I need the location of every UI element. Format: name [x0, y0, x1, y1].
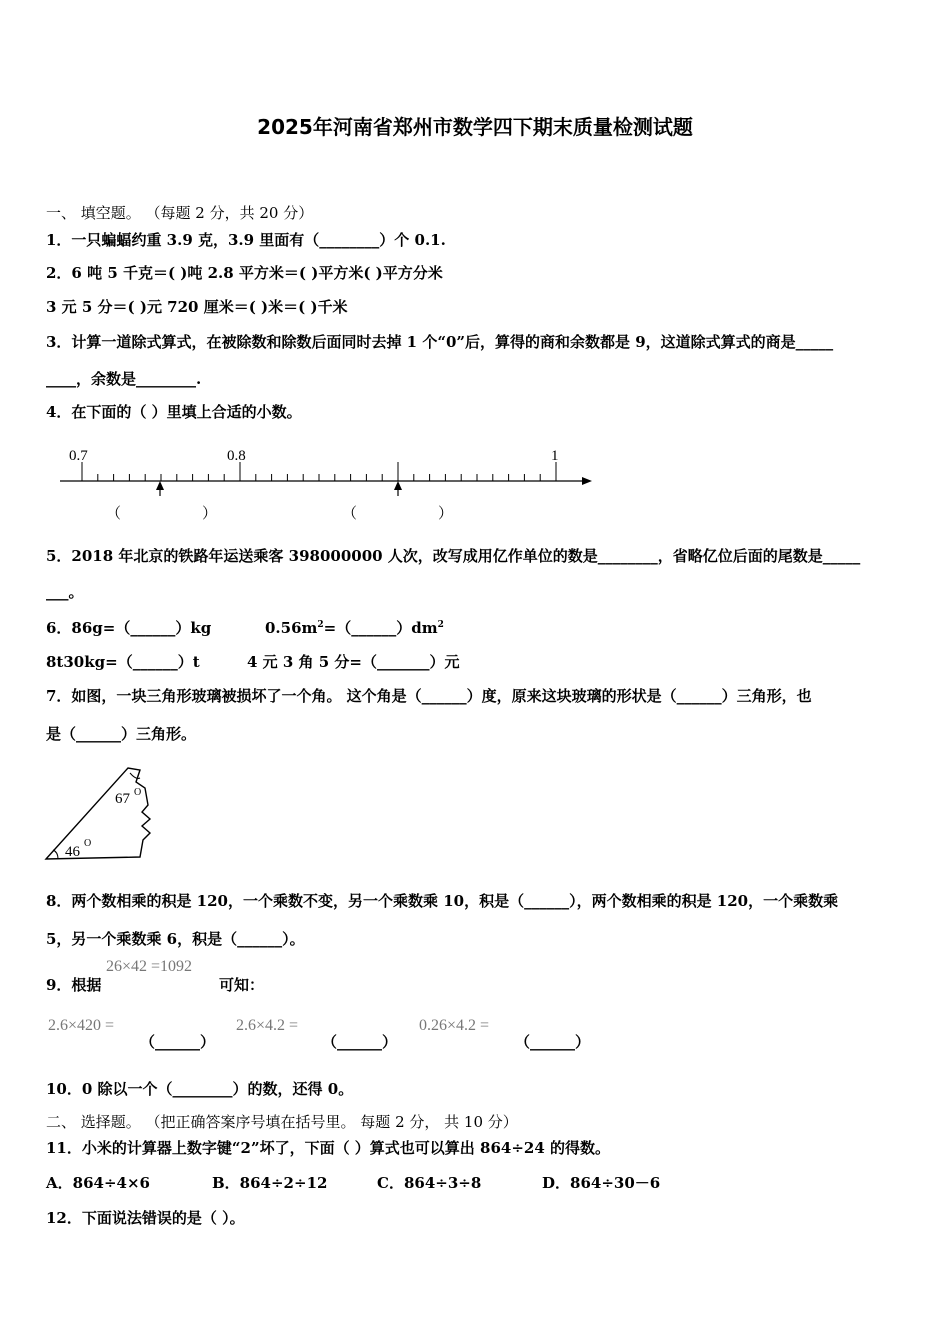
- section-heading-1: 一、 填空题。 （每题 2 分，共 20 分）: [46, 204, 314, 222]
- number-line-figure: [52, 440, 602, 530]
- q9-expr-1: 2.6×420 =: [48, 1017, 115, 1034]
- q6-area-blank: =（______）dm: [323, 619, 438, 637]
- tick-label-1: 1: [551, 448, 559, 464]
- tick-label-0.7: 0.7: [69, 448, 88, 464]
- q9-blank-1: （______）: [140, 1033, 216, 1051]
- page-title: 2025年河南省郑州市数学四下期末质量检测试题: [257, 115, 693, 139]
- question-2-line-1: 2．6 吨 5 千克＝( )吨 2.8 平方米＝( )平方米( )平方分米: [46, 264, 443, 282]
- section-heading-2: 二、 选择题。 （把正确答案序号填在括号里。 每题 2 分， 共 10 分）: [46, 1113, 518, 1131]
- q11-choice-b: B．864÷2÷12: [212, 1174, 328, 1192]
- q9-blank-3: （______）: [515, 1033, 591, 1051]
- triangle-outline: [46, 768, 150, 859]
- question-10: 10．0 除以一个（________）的数，还得 0。: [46, 1080, 354, 1098]
- q9-expr-3: 0.26×4.2 =: [419, 1017, 490, 1034]
- answer-paren-left-close: ）: [202, 504, 218, 522]
- q11-choice-c: C．864÷3÷8: [377, 1174, 482, 1192]
- arrow-right-marker: [394, 481, 402, 496]
- question-5-line-1: 5．2018 年北京的铁路年运送乘客 398000000 人次，改写成用亿作单位的数是________，省略亿位后面的尾数是_____: [46, 547, 861, 565]
- broken-triangle-figure: [40, 760, 170, 865]
- answer-paren-right-close: ）: [438, 504, 454, 522]
- question-12: 12．下面说法错误的是（ ）。: [46, 1209, 245, 1227]
- bottom-angle-degree: O: [84, 838, 92, 849]
- question-3-line-2: ____，余数是________.: [46, 370, 202, 388]
- question-6-line-2-right: 4 元 3 角 5 分=（_______）元: [247, 653, 460, 671]
- question-6-line-1-right: [265, 617, 444, 638]
- q6-superscript: 2: [317, 620, 324, 630]
- question-9-prefix: 9．根据: [46, 976, 102, 994]
- q9-blank-2: （______）: [322, 1033, 398, 1051]
- question-9-formula: 26×42 =1092: [106, 958, 193, 975]
- answer-paren-left-open: （: [106, 504, 122, 522]
- number-line-axis: [60, 477, 592, 485]
- number-line-ticks: [82, 462, 556, 481]
- q11-choice-d: D．864÷30－6: [542, 1174, 661, 1192]
- question-6-line-1-left: 6．86g=（______）kg: [46, 619, 212, 637]
- question-11: 11．小米的计算器上数字键“2”坏了，下面（ ）算式也可以算出 864÷24 的得数。: [46, 1139, 610, 1157]
- q11-choice-a: A．864÷4×6: [46, 1174, 150, 1192]
- bottom-angle-label: 46: [65, 844, 80, 860]
- question-7-line-2: 是（______）三角形。: [46, 725, 197, 743]
- question-8-line-2: 5，另一个乘数乘 6，积是（______）。: [46, 930, 305, 948]
- q6-superscript-2: 2: [437, 620, 444, 630]
- question-8-line-1: 8．两个数相乘的积是 120，一个乘数不变，另一个乘数乘 10，积是（______），两个数相乘的积是 120，一个乘数乘: [46, 892, 839, 910]
- question-4: 4．在下面的（ ）里填上合适的小数。: [46, 403, 302, 421]
- question-2-line-2: 3 元 5 分＝( )元 720 厘米＝( )米＝( )千米: [46, 298, 348, 316]
- question-9-suffix: 可知：: [219, 976, 265, 994]
- question-7-line-1: 7．如图，一块三角形玻璃被损坏了一个角。 这个角是（______）度，原来这块玻璃的形状是（______）三角形，也: [46, 687, 812, 705]
- question-1: 1．一只蝙蝠约重 3.9 克，3.9 里面有（________）个 0.1.: [46, 231, 446, 249]
- arrow-left-marker: [156, 481, 164, 496]
- q6-area-value: 0.56m: [265, 619, 318, 637]
- top-angle-label: 67: [115, 791, 130, 807]
- q9-expr-2: 2.6×4.2 =: [236, 1017, 299, 1034]
- question-6-line-2-left: 8t30kg=（______）t: [46, 653, 200, 671]
- answer-paren-right-open: （: [342, 504, 358, 522]
- top-angle-degree: O: [134, 787, 142, 798]
- question-5-line-2: ___。: [46, 583, 84, 601]
- question-3-line-1: 3．计算一道除式算式，在被除数和除数后面同时去掉 1 个“0”后，算得的商和余数都是 9，这道除式算式的商是_____: [46, 333, 834, 351]
- tick-label-0.8: 0.8: [227, 448, 246, 464]
